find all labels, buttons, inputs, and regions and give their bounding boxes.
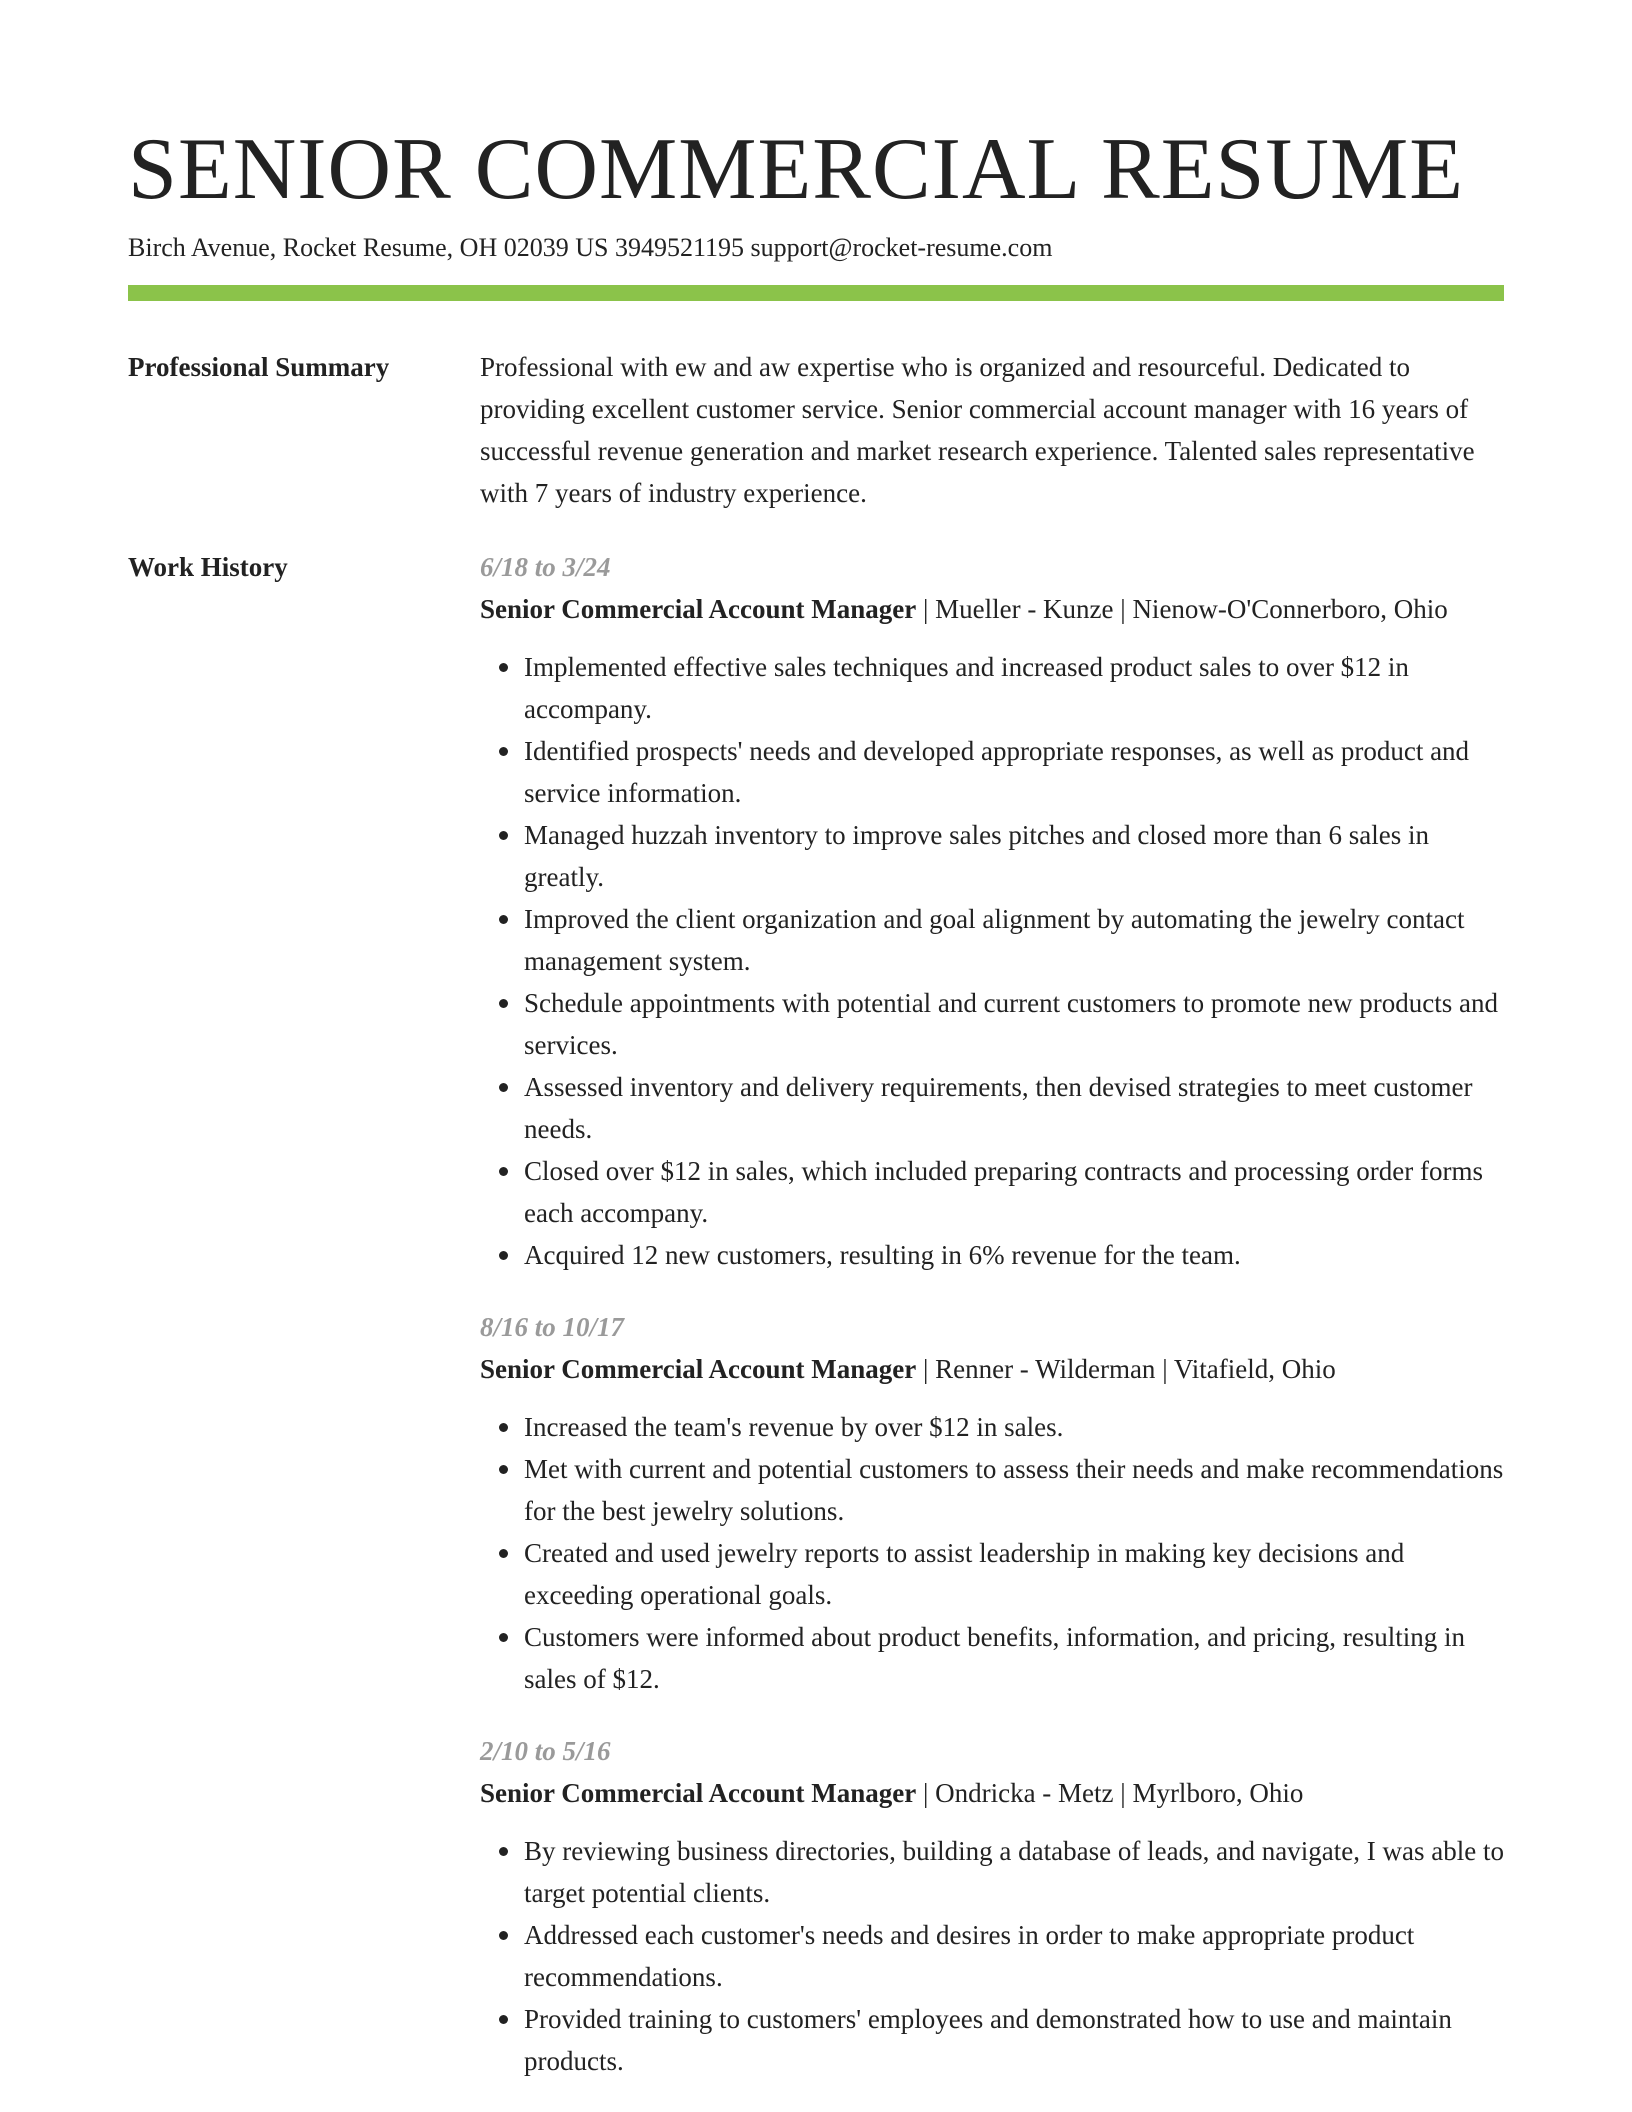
job-entry	[480, 1730, 1504, 2082]
job-bullet: Provided training to customers' employees and demonstrated how to use and maintain products.	[524, 1998, 1504, 2082]
job-bullet: Closed over $12 in sales, which included preparing contracts and processing order forms each accompany.	[524, 1150, 1504, 1234]
summary-text: Professional with ew and aw expertise who is organized and resourceful. Dedicated to providing excellent customer service. Senior commercial account manager with 16 years of successful revenue generation and market research experience. Talented sales representative with 7 years of industry experience.	[480, 352, 1475, 508]
job-title: Senior Commercial Account Manager	[480, 1354, 917, 1384]
contact-line	[128, 230, 1052, 266]
job-separator: |	[1113, 594, 1133, 624]
job-bullet: Customers were informed about product benefits, information, and pricing, resulting in sales of $12.	[524, 1616, 1504, 1700]
job-entry	[480, 1306, 1504, 1700]
job-bullet: Schedule appointments with potential and current customers to promote new products and services.	[524, 982, 1504, 1066]
job-bullet: Assessed inventory and delivery requirements, then devised strategies to meet customer needs.	[524, 1066, 1504, 1150]
contact-email: support@rocket-resume.com	[750, 233, 1053, 262]
job-bullet: Managed huzzah inventory to improve sales pitches and closed more than 6 sales in greatly.	[524, 814, 1504, 898]
job-bullet: Implemented effective sales techniques and increased product sales to over $12 in accompany.	[524, 646, 1504, 730]
resume-title: SENIOR COMMERCIAL RESUME	[128, 121, 1464, 218]
job-bullet: Acquired 12 new customers, resulting in 6% revenue for the team.	[524, 1234, 1504, 1276]
job-bullet: Increased the team's revenue by over $12 in sales.	[524, 1406, 1504, 1448]
job-company: Mueller - Kunze	[935, 594, 1114, 624]
job-bullet-list	[480, 1830, 1504, 2082]
job-bullet: By reviewing business directories, building a database of leads, and navigate, I was able to target potential clients.	[524, 1830, 1504, 1914]
summary-heading: Professional Summary	[128, 352, 390, 382]
job-company: Ondricka - Metz	[935, 1778, 1114, 1808]
job-bullet: Improved the client organization and goal alignment by automating the jewelry contact management system.	[524, 898, 1504, 982]
job-title-line	[480, 588, 1504, 630]
job-separator: |	[916, 594, 936, 624]
job-title-line	[480, 1348, 1504, 1390]
job-bullet: Created and used jewelry reports to assist leadership in making key decisions and exceeding operational goals.	[524, 1532, 1504, 1616]
job-title: Senior Commercial Account Manager	[480, 1778, 917, 1808]
accent-divider	[128, 285, 1504, 301]
job-bullet: Met with current and potential customers to assess their needs and make recommendations for the best jewelry solutions.	[524, 1448, 1504, 1532]
job-bullet-list	[480, 1406, 1504, 1700]
job-location: Vitafield, Ohio	[1173, 1354, 1336, 1384]
job-title-line	[480, 1772, 1504, 1814]
job-bullet: Addressed each customer's needs and desires in order to make appropriate product recommendations.	[524, 1914, 1504, 1998]
job-separator: |	[916, 1354, 936, 1384]
job-location: Nienow-O'Connerboro, Ohio	[1132, 594, 1448, 624]
job-separator: |	[1155, 1354, 1174, 1384]
contact-phone: 3949521195	[614, 233, 751, 262]
job-title: Senior Commercial Account Manager	[480, 594, 917, 624]
job-separator: |	[1113, 1778, 1133, 1808]
job-entry	[480, 546, 1504, 1276]
job-list	[480, 546, 1504, 2112]
job-separator: |	[916, 1778, 936, 1808]
work-history-heading: Work History	[128, 552, 288, 582]
job-bullet-list	[480, 646, 1504, 1276]
job-location: Myrlboro, Ohio	[1132, 1778, 1304, 1808]
contact-address: Birch Avenue, Rocket Resume, OH 02039 US	[128, 233, 615, 262]
job-dates: 2/10 to 5/16	[480, 1736, 611, 1766]
job-bullet: Identified prospects' needs and developed appropriate responses, as well as product and service information.	[524, 730, 1504, 814]
job-dates: 8/16 to 10/17	[480, 1312, 625, 1342]
job-company: Renner - Wilderman	[935, 1354, 1156, 1384]
job-dates: 6/18 to 3/24	[480, 552, 611, 582]
